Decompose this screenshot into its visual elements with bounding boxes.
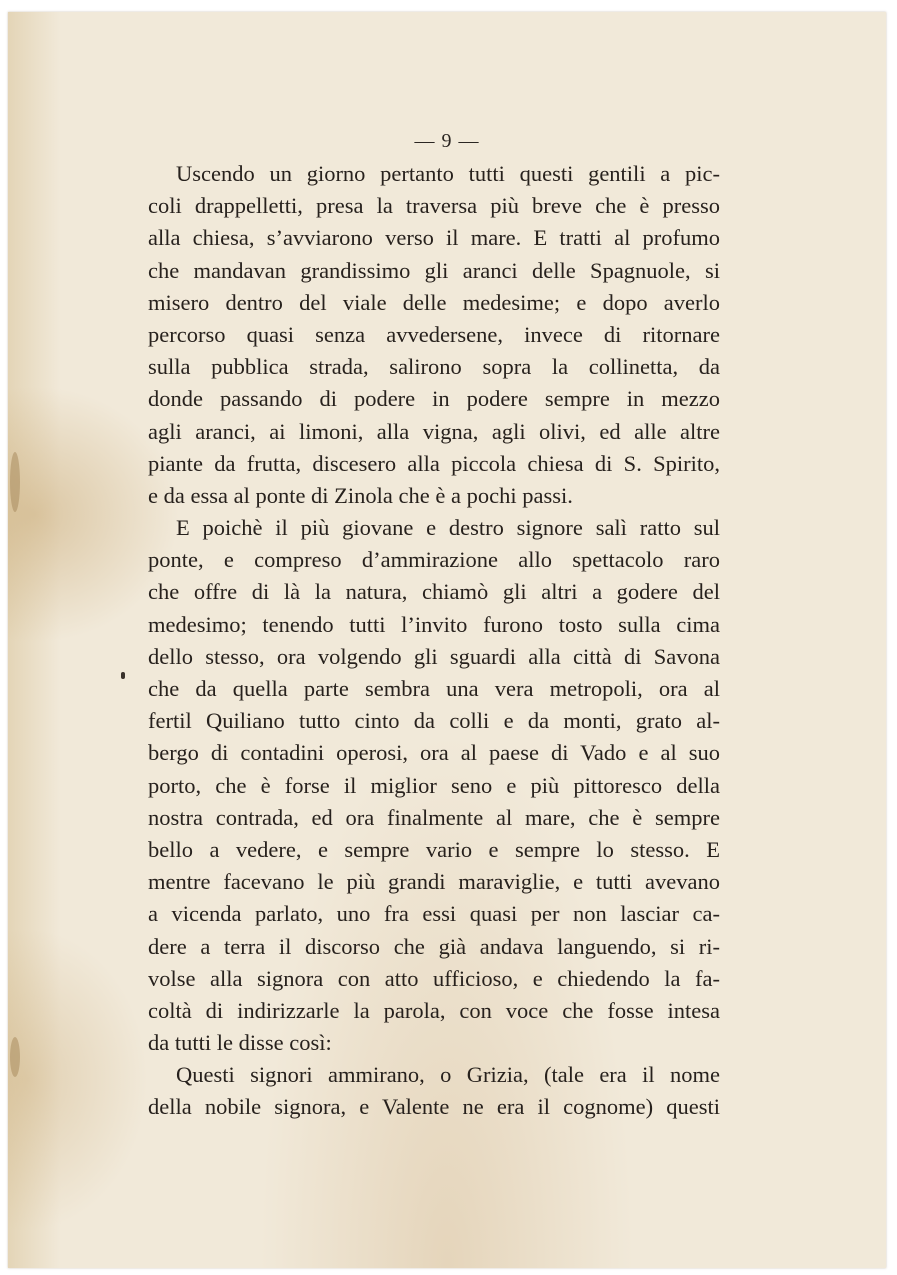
text-line: che mandavan grandissimo gli aranci delle Spagnuole, si — [148, 257, 720, 283]
page-edge-stain — [10, 452, 20, 512]
book-page — [8, 12, 886, 1268]
text-line: dere a terra il discorso che già andava languendo, si ri- — [148, 933, 720, 959]
page-edge-stain — [10, 1037, 20, 1077]
text-line: mentre facevano le più grandi maraviglie, e tutti avevano — [148, 869, 720, 895]
text-line: alla chiesa, s’avviarono verso il mare. E tratti al profumo — [148, 225, 720, 251]
text-line: fertil Quiliano tutto cinto da colli e da monti, grato al- — [148, 708, 720, 734]
text-line: a vicenda parlato, uno fra essi quasi per non lasciar ca- — [148, 901, 720, 927]
text-line: bello a vedere, e sempre vario e sempre lo stesso. E — [148, 836, 720, 862]
text-line: medesimo; tenendo tutti l’invito furono tosto sulla cima — [148, 611, 720, 637]
text-line: piante da frutta, discesero alla piccola chiesa di S. Spirito, — [148, 450, 720, 476]
text-line: Questi signori ammirano, o Grizia, (tale era il nome — [176, 1062, 720, 1088]
text-line: della nobile signora, e Valente ne era il cognome) questi — [148, 1094, 720, 1120]
text-line: e da essa al ponte di Zinola che è a pochi passi. — [148, 482, 573, 508]
text-line: dello stesso, ora volgendo gli sguardi alla città di Savona — [148, 643, 720, 669]
text-line: E poichè il più giovane e destro signore salì ratto sul — [176, 515, 720, 541]
text-line: coltà di indirizzarle la parola, con voce che fosse intesa — [148, 997, 720, 1023]
text-line: volse alla signora con atto ufficioso, e chiedendo la fa- — [148, 965, 720, 991]
text-line: porto, che è forse il miglior seno e più pittoresco della — [148, 772, 720, 798]
text-line: nostra contrada, ed ora finalmente al mare, che è sempre — [148, 804, 720, 830]
body-text — [148, 158, 720, 1124]
page-number: — 9 — — [414, 130, 480, 152]
margin-mark — [121, 672, 125, 679]
text-line: misero dentro del viale delle medesime; e dopo averlo — [148, 289, 720, 315]
text-line: percorso quasi senza avvedersene, invece di ritornare — [148, 321, 720, 347]
text-line: bergo di contadini operosi, ora al paese di Vado e al suo — [148, 740, 720, 766]
text-line: Uscendo un giorno pertanto tutti questi gentili a pic- — [176, 161, 720, 186]
text-line: sulla pubblica strada, salirono sopra la collinetta, da — [148, 354, 720, 380]
text-line: da tutti le disse così: — [148, 1030, 332, 1056]
text-line: donde passando di podere in podere sempre in mezzo — [148, 386, 720, 412]
text-line: coli drappelletti, presa la traversa più breve che è presso — [148, 193, 720, 219]
text-line: che da quella parte sembra una vera metropoli, ora al — [148, 676, 720, 701]
text-line: agli aranci, ai limoni, alla vigna, agli olivi, ed alle altre — [148, 418, 720, 444]
text-line: che offre di là la natura, chiamò gli altri a godere del — [148, 579, 720, 605]
text-line: ponte, e compreso d’ammirazione allo spettacolo raro — [148, 547, 720, 573]
